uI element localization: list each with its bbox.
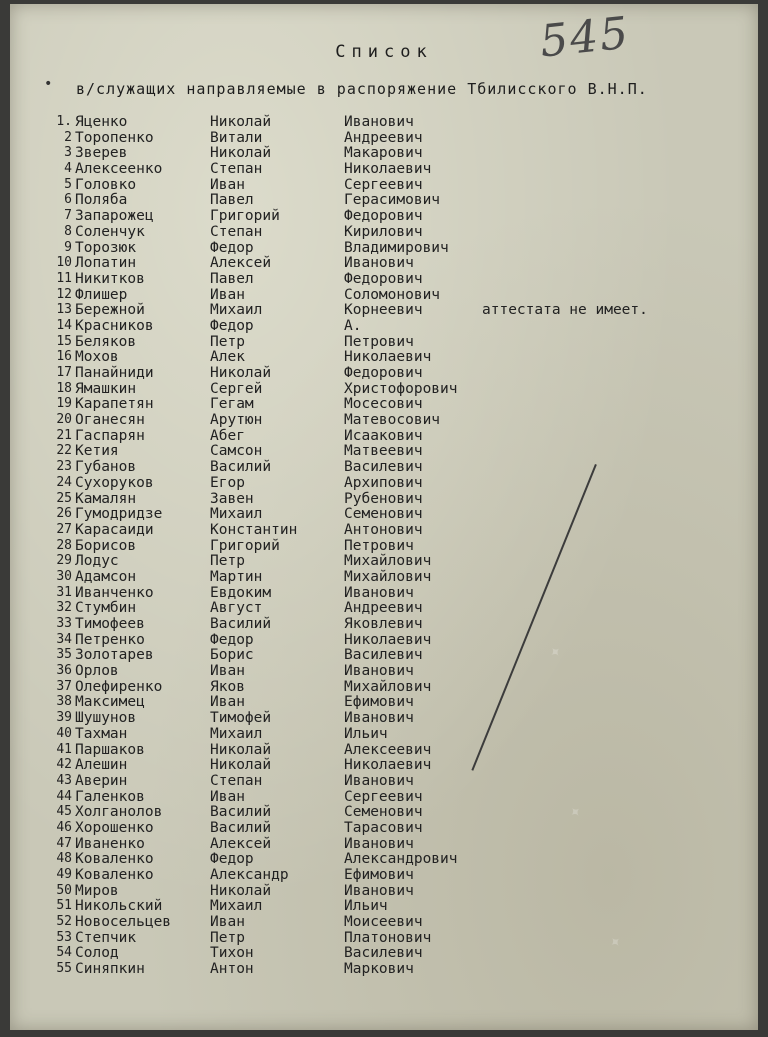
list-item [10, 318, 758, 334]
first-name: Иван [210, 694, 245, 711]
patronymic: Тарасович [344, 819, 423, 836]
row-number: 5 [64, 176, 72, 192]
list-item [10, 334, 758, 350]
row-number: 8 [64, 223, 72, 239]
surname: Ямашкин [75, 380, 137, 397]
surname: Флишер [75, 286, 128, 303]
patronymic: Корнеевич [344, 302, 423, 319]
patronymic: Ильич [344, 898, 388, 915]
row-number: 43 [56, 772, 72, 788]
patronymic: Антонович [344, 521, 423, 538]
list-item [10, 930, 758, 946]
first-name: Михаил [210, 898, 263, 915]
row-number: 47 [56, 835, 72, 851]
patronymic: Ефимович [344, 694, 414, 711]
list-item [10, 742, 758, 758]
patronymic: Иванович [344, 835, 414, 852]
patronymic: Михайлович [344, 678, 432, 695]
row-number: 15 [56, 333, 72, 349]
list-item [10, 836, 758, 852]
first-name: Алексей [210, 255, 272, 272]
first-name: Тимофей [210, 710, 272, 727]
list-item [10, 647, 758, 663]
patronymic: Герасимович [344, 192, 441, 209]
first-name: Витали [210, 129, 263, 146]
list-item [10, 773, 758, 789]
surname: Яценко [75, 114, 128, 130]
list-item [10, 412, 758, 428]
list-item [10, 945, 758, 961]
list-item [10, 114, 758, 130]
row-number: 38 [56, 694, 72, 710]
row-number: 51 [56, 898, 72, 914]
row-number: 26 [56, 506, 72, 522]
surname: Алексеенко [75, 161, 163, 178]
list-item [10, 679, 758, 695]
surname: Аверин [75, 772, 128, 789]
first-name: Сергей [210, 380, 263, 397]
patronymic: Петрович [344, 333, 414, 350]
list-item [10, 883, 758, 899]
first-name: Яков [210, 678, 245, 695]
first-name: Абег [210, 427, 245, 444]
patronymic: Сергеевич [344, 788, 423, 805]
row-number: 44 [56, 788, 72, 804]
row-number: 4 [64, 161, 72, 177]
row-number: 32 [56, 600, 72, 616]
list-item [10, 381, 758, 397]
surname: Соленчук [75, 223, 145, 240]
row-number: 12 [56, 286, 72, 302]
first-name: Василий [210, 616, 272, 632]
surname: Никитков [75, 270, 145, 287]
patronymic: Ефимович [344, 867, 414, 883]
surname: Максимец [75, 694, 145, 711]
list-item [10, 428, 758, 444]
first-name: Федор [210, 239, 254, 256]
first-name: Николай [210, 114, 272, 130]
patronymic: Матвеевич [344, 443, 423, 460]
list-item [10, 349, 758, 365]
first-name: Федор [210, 317, 254, 334]
surname: Коваленко [75, 851, 154, 868]
row-number: 34 [56, 631, 72, 647]
surname: Стумбин [75, 600, 137, 617]
row-number: 30 [56, 568, 72, 584]
list-item [10, 585, 758, 601]
list-item [10, 161, 758, 177]
surname: Петренко [75, 631, 145, 648]
first-name: Иван [210, 788, 245, 805]
list-item [10, 789, 758, 805]
surname: Золотарев [75, 647, 154, 664]
list-item [10, 867, 758, 883]
surname: Карасаиди [75, 521, 154, 538]
row-number: 55 [56, 961, 72, 977]
watermark: ✦ [566, 801, 588, 823]
list-item [10, 459, 758, 475]
list-item [10, 726, 758, 742]
document-page [10, 4, 758, 1030]
first-name: Григорий [210, 208, 280, 225]
row-number: 40 [56, 725, 72, 741]
list-item [10, 757, 758, 773]
list-item [10, 224, 758, 240]
patronymic: Иванович [344, 710, 414, 727]
row-number: 1. [56, 114, 72, 129]
archive-number: 545 [537, 7, 633, 68]
patronymic: Иванович [344, 584, 414, 601]
first-name: Самсон [210, 443, 263, 460]
first-name: Евдоким [210, 584, 272, 601]
first-name: Михаил [210, 506, 263, 523]
first-name: Николай [210, 882, 272, 899]
first-name: Степан [210, 161, 263, 178]
surname: Зверев [75, 145, 128, 162]
list-item [10, 538, 758, 554]
row-number: 46 [56, 819, 72, 835]
first-name: Павел [210, 270, 254, 287]
list-item [10, 710, 758, 726]
row-number: 50 [56, 882, 72, 898]
row-number: 9 [64, 239, 72, 255]
surname: Холганолов [75, 804, 163, 821]
list-item [10, 240, 758, 256]
first-name: Николай [210, 741, 272, 758]
first-name: Алек [210, 349, 245, 366]
row-number: 41 [56, 741, 72, 757]
surname: Поляба [75, 192, 128, 209]
patronymic: Андреевич [344, 600, 423, 617]
surname: Панайниди [75, 365, 154, 381]
list-item [10, 694, 758, 710]
row-number: 27 [56, 521, 72, 537]
first-name: Петр [210, 553, 245, 570]
row-number: 10 [56, 255, 72, 271]
list-item [10, 616, 758, 632]
surname: Шушунов [75, 710, 137, 727]
patronymic: Соломонович [344, 286, 441, 303]
first-name: Антон [210, 961, 254, 978]
patronymic: Кирилович [344, 223, 423, 240]
surname: Мохов [75, 349, 119, 366]
patronymic: Иванович [344, 255, 414, 272]
patronymic: Семенович [344, 506, 423, 523]
list-item [10, 553, 758, 569]
row-number: 16 [56, 349, 72, 365]
list-item [10, 632, 758, 648]
patronymic: Петрович [344, 537, 414, 554]
row-note: аттестата не имеет. [482, 302, 648, 319]
patronymic: Михайлович [344, 553, 432, 570]
patronymic: Федорович [344, 365, 423, 381]
first-name: Василий [210, 819, 272, 836]
surname: Лопатин [75, 255, 137, 272]
row-number: 17 [56, 365, 72, 380]
first-name: Василий [210, 804, 272, 821]
list-item [10, 851, 758, 867]
list-item [10, 208, 758, 224]
surname: Беляков [75, 333, 137, 350]
row-number: 31 [56, 584, 72, 600]
surname: Олефиренко [75, 678, 163, 695]
row-number: 35 [56, 647, 72, 663]
first-name: Александр [210, 867, 289, 883]
first-name: Григорий [210, 537, 280, 554]
row-number: 36 [56, 663, 72, 679]
first-name: Михаил [210, 302, 263, 319]
surname: Новосельцев [75, 914, 172, 931]
surname: Оганесян [75, 412, 145, 429]
patronymic: Моисеевич [344, 914, 423, 931]
first-name: Федор [210, 631, 254, 648]
first-name: Борис [210, 647, 254, 664]
patronymic: Архипович [344, 474, 423, 491]
patronymic: Василевич [344, 647, 423, 664]
patronymic: Семенович [344, 804, 423, 821]
row-number: 22 [56, 443, 72, 459]
first-name: Алексей [210, 835, 272, 852]
row-number: 48 [56, 851, 72, 867]
surname: Солод [75, 945, 119, 962]
surname: Лодус [75, 553, 119, 570]
surname: Торопенко [75, 129, 154, 146]
patronymic: Василевич [344, 459, 423, 476]
list-item [10, 569, 758, 585]
surname: Тахман [75, 725, 128, 742]
first-name: Гегам [210, 396, 254, 413]
patronymic: Владимирович [344, 239, 449, 256]
surname: Торозюк [75, 239, 137, 256]
patronymic: Мосесович [344, 396, 423, 413]
list-item [10, 522, 758, 538]
surname: Адамсон [75, 568, 137, 585]
first-name: Август [210, 600, 263, 617]
list-item [10, 898, 758, 914]
patronymic: Яковлевич [344, 616, 423, 632]
watermark: ✦ [546, 641, 568, 663]
patronymic: Сергеевич [344, 176, 423, 193]
row-number: 2 [64, 129, 72, 145]
patronymic: Николаевич [344, 757, 432, 774]
first-name: Иван [210, 176, 245, 193]
row-number: 29 [56, 553, 72, 569]
surname: Борисов [75, 537, 137, 554]
first-name: Михаил [210, 725, 263, 742]
patronymic: Алексеевич [344, 741, 432, 758]
patronymic: Маркович [344, 961, 414, 978]
surname: Запарожец [75, 208, 154, 225]
surname: Паршаков [75, 741, 145, 758]
list-item [10, 491, 758, 507]
row-number: 53 [56, 929, 72, 945]
first-name: Константин [210, 521, 298, 538]
list-item [10, 961, 758, 977]
row-number: 13 [56, 302, 72, 318]
patronymic: Михайлович [344, 568, 432, 585]
row-number: 21 [56, 427, 72, 443]
document-subtitle: в/служащих направляемые в распоряжение Тбилисского В.Н.П. [76, 80, 648, 98]
first-name: Николай [210, 365, 272, 381]
surname: Иваненко [75, 835, 145, 852]
surname: Коваленко [75, 867, 154, 883]
list-item [10, 914, 758, 930]
list-item [10, 145, 758, 161]
surname: Галенков [75, 788, 145, 805]
list-item [10, 177, 758, 193]
row-number: 18 [56, 380, 72, 396]
document-title: Список [335, 42, 433, 62]
first-name: Тихон [210, 945, 254, 962]
patronymic: Рубенович [344, 490, 423, 507]
row-number: 42 [56, 757, 72, 773]
patronymic: Федорович [344, 270, 423, 287]
row-number: 52 [56, 914, 72, 930]
row-number: 7 [64, 208, 72, 224]
surname: Орлов [75, 663, 119, 680]
list-item [10, 663, 758, 679]
list-item [10, 192, 758, 208]
list-item [10, 475, 758, 491]
surname: Синяпкин [75, 961, 145, 978]
first-name: Арутюн [210, 412, 263, 429]
surname: Красников [75, 317, 154, 334]
list-item [10, 804, 758, 820]
row-number: 25 [56, 490, 72, 506]
surname: Губанов [75, 459, 137, 476]
surname: Бережной [75, 302, 145, 319]
row-number: 23 [56, 459, 72, 475]
row-number: 39 [56, 710, 72, 726]
surname: Гаспарян [75, 427, 145, 444]
first-name: Иван [210, 914, 245, 931]
first-name: Егор [210, 474, 245, 491]
row-number: 28 [56, 537, 72, 553]
first-name: Павел [210, 192, 254, 209]
list-item [10, 600, 758, 616]
personnel-list [10, 114, 758, 977]
patronymic: Андреевич [344, 129, 423, 146]
first-name: Иван [210, 663, 245, 680]
surname: Алешин [75, 757, 128, 774]
surname: Сухоруков [75, 474, 154, 491]
row-number: 49 [56, 867, 72, 882]
row-number: 54 [56, 945, 72, 961]
patronymic: Иванович [344, 882, 414, 899]
row-number: 19 [56, 396, 72, 412]
list-item [10, 130, 758, 146]
first-name: Степан [210, 772, 263, 789]
patronymic: Иванович [344, 114, 414, 130]
surname: Никольский [75, 898, 163, 915]
surname: Камалян [75, 490, 137, 507]
row-number: 14 [56, 317, 72, 333]
first-name: Василий [210, 459, 272, 476]
row-number: 6 [64, 192, 72, 208]
row-number: 37 [56, 678, 72, 694]
list-item [10, 443, 758, 459]
patronymic: Исаакович [344, 427, 423, 444]
patronymic: Николаевич [344, 349, 432, 366]
first-name: Завен [210, 490, 254, 507]
first-name: Степан [210, 223, 263, 240]
patronymic: Макарович [344, 145, 423, 162]
row-number: 3 [64, 145, 72, 161]
row-number: 20 [56, 412, 72, 428]
patronymic: Николаевич [344, 161, 432, 178]
watermark: ✦ [606, 931, 628, 953]
patronymic: А. [344, 317, 362, 334]
row-number: 45 [56, 804, 72, 820]
patronymic: Василевич [344, 945, 423, 962]
list-item [10, 255, 758, 271]
first-name: Мартин [210, 568, 263, 585]
patronymic: Иванович [344, 663, 414, 680]
row-number: 11 [56, 270, 72, 286]
patronymic: Матевосович [344, 412, 441, 429]
surname: Гумодридзе [75, 506, 163, 523]
surname: Миров [75, 882, 119, 899]
margin-mark: • [44, 76, 53, 92]
surname: Кетия [75, 443, 119, 460]
surname: Головко [75, 176, 137, 193]
first-name: Николай [210, 757, 272, 774]
list-item [10, 396, 758, 412]
patronymic: Иванович [344, 772, 414, 789]
first-name: Иван [210, 286, 245, 303]
list-item [10, 365, 758, 381]
surname: Хорошенко [75, 819, 154, 836]
list-item [10, 302, 758, 318]
surname: Тимофеев [75, 616, 145, 632]
list-item [10, 287, 758, 303]
list-item [10, 271, 758, 287]
first-name: Петр [210, 333, 245, 350]
list-item [10, 820, 758, 836]
patronymic: Николаевич [344, 631, 432, 648]
row-number: 24 [56, 474, 72, 490]
surname: Степчик [75, 929, 137, 946]
patronymic: Христофорович [344, 380, 458, 397]
first-name: Николай [210, 145, 272, 162]
patronymic: Платонович [344, 929, 432, 946]
list-item [10, 506, 758, 522]
patronymic: Федорович [344, 208, 423, 225]
patronymic: Александрович [344, 851, 458, 868]
first-name: Федор [210, 851, 254, 868]
row-number: 33 [56, 616, 72, 631]
surname: Карапетян [75, 396, 154, 413]
surname: Иванченко [75, 584, 154, 601]
first-name: Петр [210, 929, 245, 946]
patronymic: Ильич [344, 725, 388, 742]
